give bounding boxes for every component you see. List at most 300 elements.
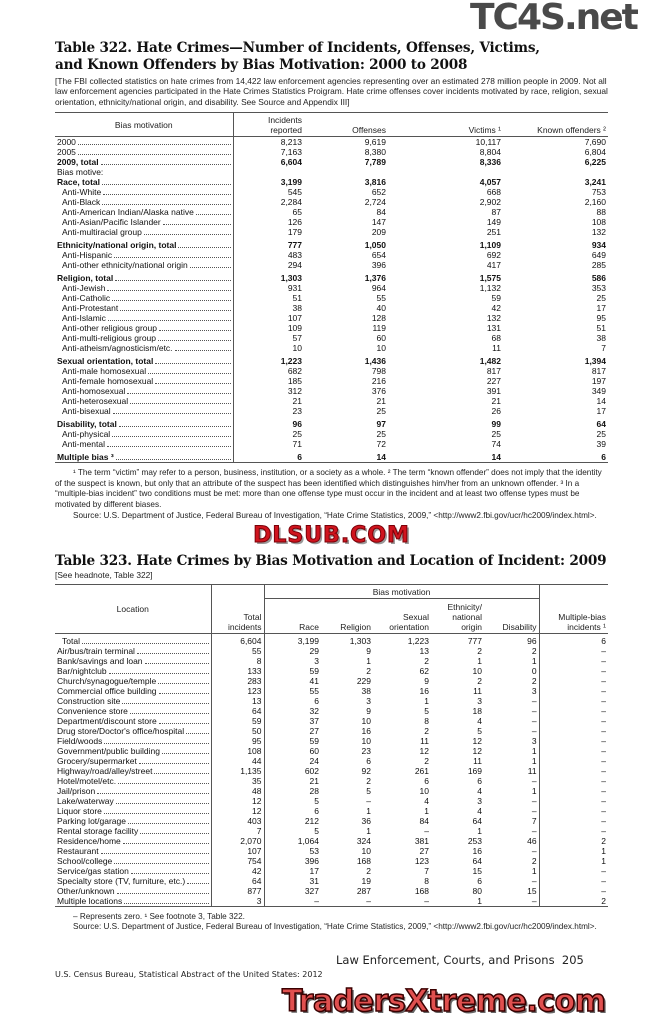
label-text: Government/public building (57, 745, 161, 756)
label-wrap (57, 666, 209, 676)
dot-leader (187, 883, 208, 884)
dot-leader (104, 743, 208, 744)
cell: 1,109 (479, 240, 501, 251)
row-label (55, 756, 211, 766)
label-text: Total (62, 635, 80, 646)
row-label (55, 217, 233, 227)
table-row (55, 386, 608, 396)
cell: 5 (314, 825, 319, 836)
label-text: Specialty store (TV, furniture, etc.) (57, 875, 186, 886)
row-label (55, 866, 211, 876)
cell: 53 (309, 845, 319, 856)
cell: 2,284 (280, 197, 302, 208)
label-wrap (57, 187, 231, 197)
label-text: School/college (57, 855, 113, 866)
table-row (55, 167, 608, 177)
label-wrap (57, 756, 209, 766)
row-label (55, 746, 211, 756)
table-row (55, 396, 608, 406)
row-label (55, 187, 233, 197)
label-text: Disability, total (57, 419, 117, 430)
cell: 3 (477, 695, 482, 706)
row-label (55, 353, 233, 366)
cell: 41 (309, 675, 319, 686)
cell: – (366, 795, 371, 806)
cell: 9,619 (364, 137, 386, 148)
label-text: Multiple bias ³ (57, 452, 114, 463)
section-name: Law Enforcement, Courts, and Prisons (336, 953, 555, 967)
table-row (55, 333, 608, 343)
cell: – (601, 645, 606, 656)
cell: 60 (309, 745, 319, 756)
table-row (55, 706, 608, 716)
cell: 417 (486, 260, 501, 271)
label-wrap (57, 786, 209, 796)
cell: – (601, 745, 606, 756)
dot-leader (101, 164, 231, 165)
cell: 35 (211, 776, 264, 786)
dot-leader (119, 426, 231, 427)
cell: 253 (467, 835, 482, 846)
dot-leader (124, 903, 208, 904)
dot-leader (140, 833, 208, 834)
cell: 68 (491, 333, 501, 344)
label-wrap (57, 696, 209, 706)
cell: 8,213 (280, 137, 302, 148)
cell: 132 (591, 227, 606, 238)
cell: 28 (309, 785, 319, 796)
cell: 13 (211, 696, 264, 706)
table-row (55, 826, 608, 836)
cell: 99 (491, 419, 501, 430)
dot-leader (186, 733, 208, 734)
cell: 126 (287, 217, 302, 228)
cell: 483 (287, 250, 302, 261)
cell: 682 (287, 366, 302, 377)
label-text: Anti-other religious group (62, 323, 157, 334)
cell: 17 (596, 406, 606, 417)
cell: 11 (473, 685, 482, 696)
cell: 95 (211, 736, 264, 746)
table-row (55, 177, 608, 187)
label-wrap (57, 816, 209, 826)
table-row (55, 716, 608, 726)
table-row (55, 786, 608, 796)
cell: – (601, 765, 606, 776)
cell: 97 (376, 419, 386, 430)
column-header: Total incidents (211, 584, 264, 633)
row-label (55, 666, 211, 676)
dot-leader (159, 693, 209, 694)
column-header: Offenses (304, 113, 388, 137)
cell: 6 (314, 805, 319, 816)
cell: 23 (292, 406, 302, 417)
dot-leader (104, 813, 209, 814)
dot-leader (78, 154, 231, 155)
cell: 38 (596, 333, 606, 344)
cell: 72 (376, 439, 386, 450)
cell: 1 (484, 756, 539, 766)
dot-leader (130, 713, 209, 714)
cell: 753 (591, 187, 606, 198)
cell: 5 (477, 725, 482, 736)
cell: 396 (371, 260, 386, 271)
cell: 123 (211, 686, 264, 696)
table-row (55, 260, 608, 270)
row-label (55, 283, 233, 293)
table-row (55, 187, 608, 197)
cell: – (601, 815, 606, 826)
cell: 1,436 (364, 356, 386, 367)
cell: 27 (419, 845, 429, 856)
cell: 1 (601, 855, 606, 866)
row-label (55, 343, 233, 353)
table-row (55, 293, 608, 303)
cell: 586 (591, 273, 606, 284)
label-wrap (57, 646, 209, 656)
table-row (55, 666, 608, 676)
cell: 96 (484, 633, 539, 646)
cell: 10 (292, 343, 302, 354)
table-row (55, 217, 608, 227)
cell: 209 (371, 227, 386, 238)
label-wrap (57, 716, 209, 726)
cell: 9 (424, 675, 429, 686)
row-label (55, 237, 233, 250)
cell: 353 (591, 283, 606, 294)
cell: 42 (491, 303, 501, 314)
cell: 6 (297, 452, 302, 463)
cell: 2 (366, 665, 371, 676)
table-row (55, 646, 608, 656)
cell: 1,223 (407, 635, 429, 646)
cell: 1 (366, 825, 371, 836)
cell: 5 (314, 795, 319, 806)
label-text: Liquor store (57, 805, 102, 816)
cell: 64 (211, 876, 264, 886)
row-label (55, 716, 211, 726)
row-label (55, 696, 211, 706)
dot-leader (103, 194, 230, 195)
cell: 64 (472, 815, 482, 826)
cell: – (601, 865, 606, 876)
dot-leader (102, 184, 231, 185)
row-label (55, 386, 233, 396)
cell: 12 (211, 796, 264, 806)
cell: 1,303 (280, 273, 302, 284)
dot-leader (190, 267, 231, 268)
row-label (55, 366, 233, 376)
cell: 7,789 (364, 157, 386, 168)
cell: 7 (484, 816, 539, 826)
label-wrap (57, 736, 209, 746)
row-label (55, 656, 211, 666)
page-number: 205 (561, 953, 584, 967)
cell: 14 (376, 452, 386, 463)
row-label (55, 796, 211, 806)
cell: 3 (484, 736, 539, 746)
label-text: Commercial office building (57, 685, 157, 696)
table-row (55, 207, 608, 217)
table-322-footnote: ¹ The term “victim” may refer to a person, business, institution, or a society as a whole. ² The term “known offender” does not imply that the identity of the suspect is known, but only that an attribute of the suspect has been identified which distinguishes him/her from an unknown offender. ³ In a “multiple-bias incident” two conditions must be met: more than one offense type must occur in the incident and at least two offense types must be motivated by different biases. (55, 468, 602, 509)
cell: 10 (419, 785, 429, 796)
cell: 285 (591, 260, 606, 271)
cell: 3,816 (364, 177, 386, 188)
label-wrap (57, 746, 209, 756)
cell: 10 (472, 665, 482, 676)
label-wrap (57, 686, 209, 696)
cell: 1,050 (364, 240, 386, 251)
cell: 1,303 (349, 635, 371, 646)
cell: 14 (491, 452, 501, 463)
cell: – (484, 896, 539, 907)
table-323 (55, 584, 608, 907)
label-text: Anti-multi-religious group (62, 333, 157, 344)
cell: 62 (419, 665, 429, 676)
row-label (55, 676, 211, 686)
cell: 25 (491, 429, 501, 440)
cell: 95 (596, 313, 606, 324)
label-text: 2005 (57, 147, 76, 158)
cell: 2 (477, 675, 482, 686)
label-wrap (57, 636, 209, 646)
cell: 6 (601, 452, 606, 463)
cell: 4,057 (479, 177, 501, 188)
cell: – (601, 785, 606, 796)
cell: 29 (309, 645, 319, 656)
label-wrap (57, 177, 231, 187)
table-323-headnote: [See headnote, Table 322] (55, 570, 153, 581)
cell: – (601, 805, 606, 816)
cell: 11 (492, 343, 501, 354)
dot-leader (144, 234, 231, 235)
cell: – (601, 705, 606, 716)
cell: 2 (484, 646, 539, 656)
cell: 1 (484, 656, 539, 666)
table-322-section (55, 40, 608, 521)
cell: 3,199 (280, 177, 302, 188)
dot-leader (123, 843, 209, 844)
watermark-tc4s: TC4S.net (470, 0, 637, 38)
cell: 294 (287, 260, 302, 271)
cell: 92 (361, 765, 371, 776)
cell: 37 (309, 715, 319, 726)
cell: 5 (424, 705, 429, 716)
cell: 169 (467, 765, 482, 776)
dot-leader (122, 703, 208, 704)
table-row (55, 376, 608, 386)
cell: 10,117 (475, 137, 501, 148)
cell: 1 (484, 866, 539, 876)
cell: 19 (361, 875, 371, 886)
label-wrap (57, 273, 231, 283)
label-wrap (57, 419, 231, 429)
table-row (55, 846, 608, 856)
cell: 2 (484, 856, 539, 866)
table-row (55, 237, 608, 250)
dot-leader (107, 290, 230, 291)
dot-leader (137, 653, 209, 654)
label-text: Religion, total (57, 273, 114, 284)
cell: – (314, 895, 319, 906)
label-text: Restaurant (57, 845, 99, 856)
label-text: Residence/home (57, 835, 121, 846)
label-text: Anti-White (62, 187, 102, 198)
row-label (55, 886, 211, 896)
cell: – (601, 885, 606, 896)
cell: 8 (424, 715, 429, 726)
label-text: Anti-American Indian/Alaska native (62, 207, 194, 218)
cell: – (484, 796, 539, 806)
cell: 1,132 (479, 283, 501, 294)
page-footer-section (336, 953, 584, 967)
column-header: Incidents reported (233, 113, 304, 137)
cell: 55 (309, 685, 319, 696)
cell: – (601, 695, 606, 706)
cell: 3 (484, 686, 539, 696)
row-label (55, 197, 233, 207)
cell: 0 (484, 666, 539, 676)
label-wrap (57, 217, 231, 227)
label-wrap (57, 826, 209, 836)
dot-leader (159, 723, 209, 724)
label-text: 2009, total (57, 157, 99, 168)
table-row (55, 633, 608, 646)
table-row (55, 836, 608, 846)
cell: 545 (287, 187, 302, 198)
cell: 6,604 (280, 157, 302, 168)
label-text: Anti-bisexual (62, 406, 111, 417)
cell: 6 (601, 635, 606, 646)
cell: 668 (486, 187, 501, 198)
cell (503, 167, 608, 177)
label-text: Bar/nightclub (57, 665, 107, 676)
cell: 287 (356, 885, 371, 896)
row-label (55, 439, 233, 449)
label-text: Anti-female homosexual (62, 376, 154, 387)
label-wrap (57, 323, 231, 333)
cell: 11 (473, 755, 482, 766)
row-label (55, 333, 233, 343)
cell: 23 (361, 745, 371, 756)
cell: 1 (484, 746, 539, 756)
cell: – (484, 706, 539, 716)
cell: 21 (309, 775, 319, 786)
cell: – (424, 825, 429, 836)
table-row (55, 656, 608, 666)
table-row (55, 147, 608, 157)
cell: 107 (211, 846, 264, 856)
cell: 964 (371, 283, 386, 294)
cell: 6 (477, 775, 482, 786)
cell: – (601, 725, 606, 736)
label-text: Anti-heterosexual (62, 396, 129, 407)
cell: 7,690 (584, 137, 606, 148)
cell: 87 (491, 207, 501, 218)
label-wrap (57, 197, 231, 207)
cell: 64 (596, 419, 606, 430)
cell: 9 (366, 705, 371, 716)
title-line-1: Table 322. Hate Crimes—Number of Incidents, Offenses, Victims, (55, 40, 540, 56)
cell: 1,223 (280, 356, 302, 367)
cell: 38 (361, 685, 371, 696)
cell: – (601, 675, 606, 686)
label-text: Sexual orientation, total (57, 356, 154, 367)
table-row (55, 313, 608, 323)
cell: 149 (486, 217, 501, 228)
column-header: Disability (484, 598, 539, 633)
row-label (55, 303, 233, 313)
cell: 381 (414, 835, 429, 846)
cell: 1 (601, 845, 606, 856)
cell: 11 (484, 766, 539, 776)
cell: 349 (591, 386, 606, 397)
cell: 12 (211, 806, 264, 816)
cell: 8 (211, 656, 264, 666)
table-row (55, 449, 608, 463)
dot-leader (162, 753, 208, 754)
dot-leader (116, 803, 209, 804)
table-row (55, 323, 608, 333)
cell: 2 (424, 655, 429, 666)
label-wrap (57, 836, 209, 846)
row-label (55, 856, 211, 866)
cell: 1,135 (211, 766, 264, 776)
label-wrap (57, 356, 231, 366)
cell: 21 (376, 396, 386, 407)
dot-leader (78, 144, 231, 145)
cell: 227 (486, 376, 501, 387)
dot-leader (155, 383, 230, 384)
cell: 36 (361, 815, 371, 826)
table-row (55, 157, 608, 167)
cell: 59 (309, 665, 319, 676)
cell: 6 (424, 775, 429, 786)
cell: 4 (424, 795, 429, 806)
cell: 84 (419, 815, 429, 826)
column-header: Victims ¹ (388, 113, 503, 137)
cell: 133 (211, 666, 264, 676)
label-text: Lake/waterway (57, 795, 114, 806)
cell: 4 (477, 785, 482, 796)
cell: 6,804 (584, 147, 606, 158)
cell: – (484, 696, 539, 706)
cell: – (484, 846, 539, 856)
cell: 8,804 (479, 147, 501, 158)
cell: 12 (419, 745, 429, 756)
row-label (55, 416, 233, 429)
label-wrap (57, 250, 231, 260)
label-wrap (57, 856, 209, 866)
cell: 2 (477, 645, 482, 656)
cell: 798 (371, 366, 386, 377)
label-wrap (57, 293, 231, 303)
cell: 3 (366, 695, 371, 706)
label-wrap (57, 439, 231, 449)
cell: 2 (601, 895, 606, 906)
label-text: Anti-atheism/agnosticism/etc. (62, 343, 173, 354)
cell: 376 (371, 386, 386, 397)
table-row (55, 676, 608, 686)
cell: 1 (477, 895, 482, 906)
label-wrap (57, 386, 231, 396)
table-322 (55, 112, 608, 463)
label-wrap (57, 866, 209, 876)
cell: 8,380 (364, 147, 386, 158)
row-label (55, 227, 233, 237)
table-row (55, 686, 608, 696)
label-wrap (57, 726, 209, 736)
